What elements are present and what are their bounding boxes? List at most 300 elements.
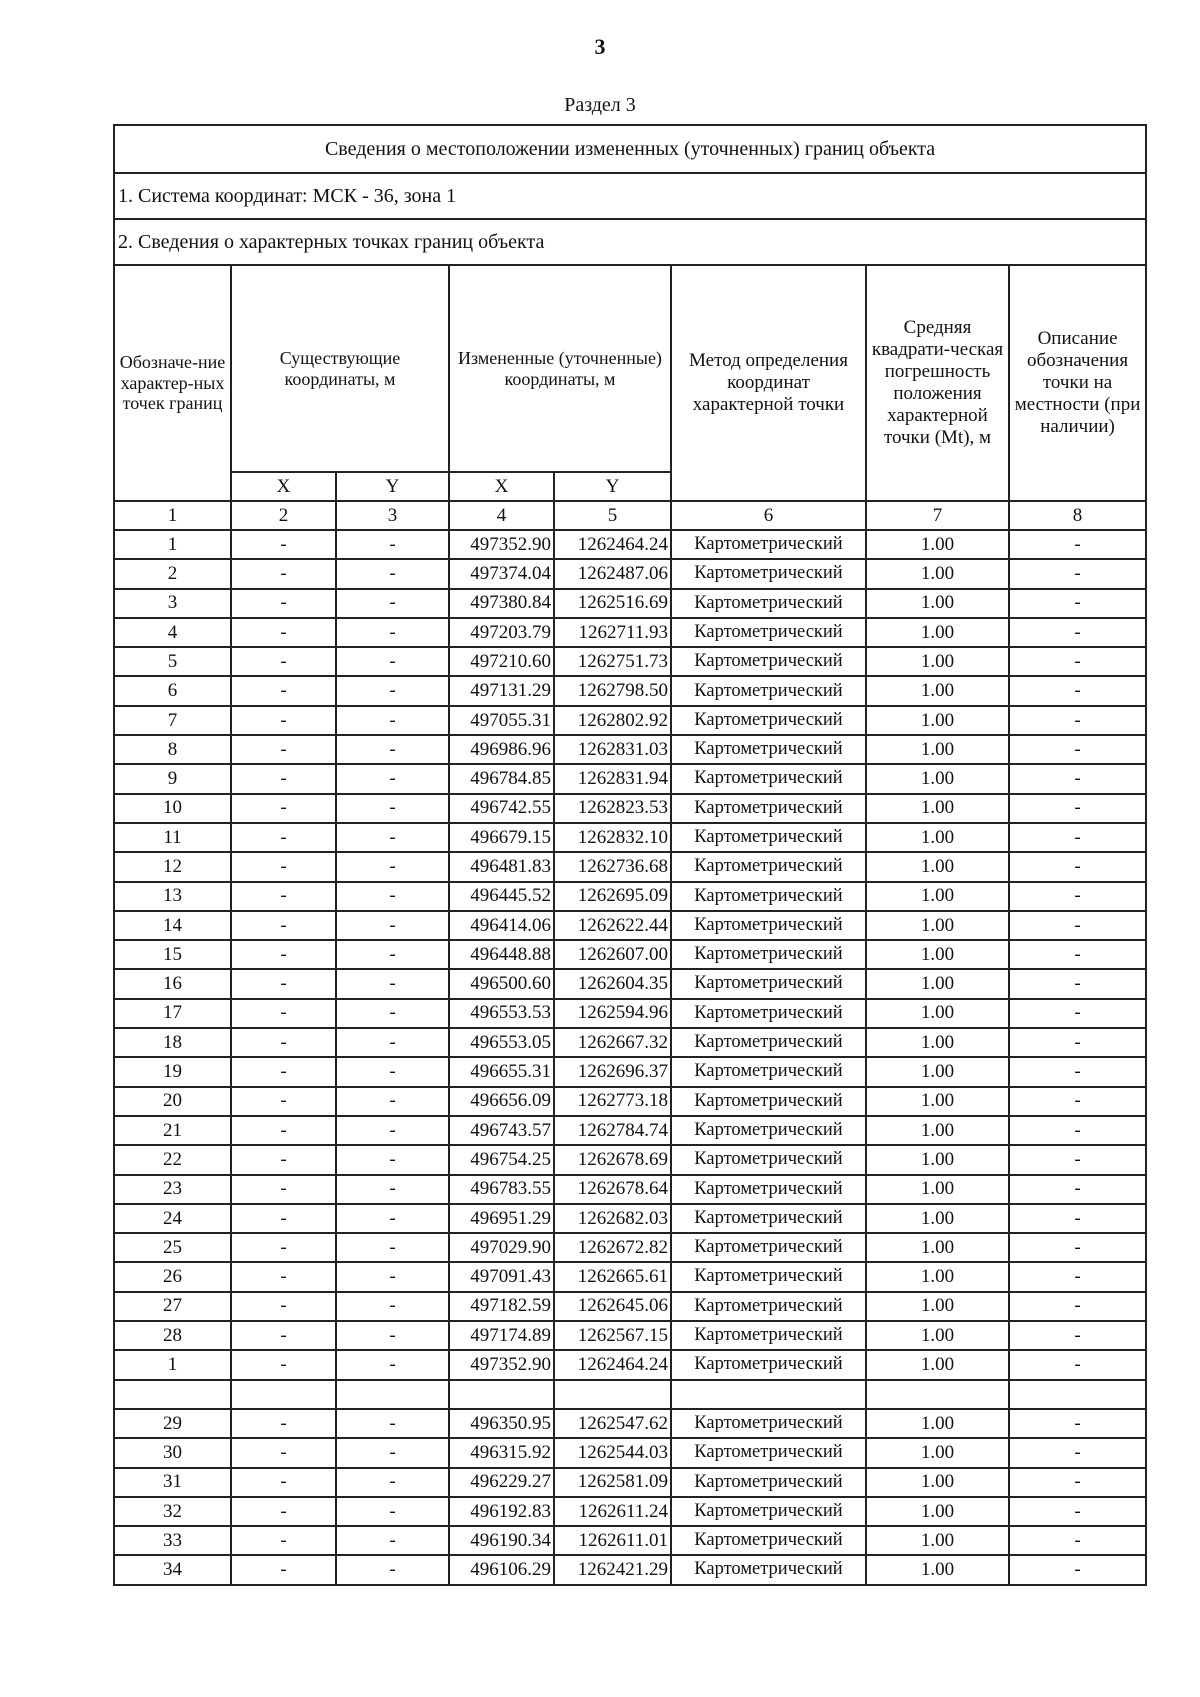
existing-x-cell: - [231, 1087, 336, 1116]
method-cell: Картометрический [671, 1409, 866, 1438]
existing-y-cell: - [336, 1175, 449, 1204]
method-cell: Картометрический [671, 969, 866, 998]
existing-x-cell: - [231, 1438, 336, 1467]
changed-y-cell: 1262547.62 [554, 1409, 671, 1438]
existing-y-cell [336, 1380, 449, 1409]
changed-y-cell: 1262611.24 [554, 1497, 671, 1526]
point-number-cell: 19 [114, 1057, 231, 1086]
table-row [114, 530, 1146, 559]
existing-x-cell: - [231, 764, 336, 793]
method-cell: Картометрический [671, 823, 866, 852]
existing-y-cell: - [336, 1350, 449, 1379]
existing-x-cell: - [231, 1145, 336, 1174]
existing-y-cell: - [336, 1292, 449, 1321]
description-cell: - [1009, 1497, 1146, 1526]
changed-x-cell: 497131.29 [449, 676, 554, 705]
changed-x-cell: 497174.89 [449, 1321, 554, 1350]
changed-y-cell: 1262678.64 [554, 1175, 671, 1204]
existing-y-cell: - [336, 794, 449, 823]
column-number: 6 [671, 501, 866, 530]
column-number: 8 [1009, 501, 1146, 530]
description-cell: - [1009, 1233, 1146, 1262]
table-row [114, 1233, 1146, 1262]
changed-x-cell: 497055.31 [449, 706, 554, 735]
description-cell: - [1009, 794, 1146, 823]
changed-x-cell: 496742.55 [449, 794, 554, 823]
changed-y-cell: 1262696.37 [554, 1057, 671, 1086]
changed-y-cell: 1262665.61 [554, 1262, 671, 1291]
changed-x-cell: 496783.55 [449, 1175, 554, 1204]
description-cell: - [1009, 1350, 1146, 1379]
existing-y-cell: - [336, 1028, 449, 1057]
changed-y-cell: 1262678.69 [554, 1145, 671, 1174]
changed-x-cell: 496743.57 [449, 1116, 554, 1145]
table-row [114, 911, 1146, 940]
existing-x-cell: - [231, 618, 336, 647]
method-cell: Картометрический [671, 1438, 866, 1467]
existing-y-cell: - [336, 618, 449, 647]
method-cell: Картометрический [671, 647, 866, 676]
existing-y-cell: - [336, 1116, 449, 1145]
method-cell: Картометрический [671, 1204, 866, 1233]
existing-x-cell [231, 1380, 336, 1409]
point-number-cell: 21 [114, 1116, 231, 1145]
point-number-cell: 29 [114, 1409, 231, 1438]
changed-y-cell: 1262773.18 [554, 1087, 671, 1116]
mean-error-cell: 1.00 [866, 676, 1009, 705]
changed-x-cell: 496448.88 [449, 940, 554, 969]
changed-y-cell: 1262802.92 [554, 706, 671, 735]
mean-error-cell: 1.00 [866, 1555, 1009, 1584]
mean-error-cell: 1.00 [866, 1028, 1009, 1057]
changed-x-cell: 497210.60 [449, 647, 554, 676]
existing-y-cell: - [336, 852, 449, 881]
changed-x-cell: 496229.27 [449, 1468, 554, 1497]
changed-y-cell: 1262487.06 [554, 559, 671, 588]
existing-y-cell: - [336, 1409, 449, 1438]
method-cell: Картометрический [671, 676, 866, 705]
existing-y-cell: - [336, 940, 449, 969]
changed-x-cell [449, 1380, 554, 1409]
description-cell: - [1009, 1028, 1146, 1057]
method-cell: Картометрический [671, 1145, 866, 1174]
existing-x-cell: - [231, 911, 336, 940]
existing-x-cell: - [231, 1409, 336, 1438]
column-number: 5 [554, 501, 671, 530]
existing-y-cell: - [336, 1204, 449, 1233]
header-point-designation: Обозначе-ние характер-ных точек границ [114, 265, 231, 501]
method-cell: Картометрический [671, 1116, 866, 1145]
table-row [114, 618, 1146, 647]
spacer-row [114, 1380, 1146, 1409]
mean-error-cell: 1.00 [866, 647, 1009, 676]
table-row [114, 735, 1146, 764]
table-row [114, 764, 1146, 793]
existing-y-cell: - [336, 1497, 449, 1526]
changed-x-cell: 496553.53 [449, 999, 554, 1028]
mean-error-cell: 1.00 [866, 1409, 1009, 1438]
table-row [114, 1350, 1146, 1379]
mean-error-cell: 1.00 [866, 911, 1009, 940]
method-cell: Картометрический [671, 999, 866, 1028]
existing-y-cell: - [336, 559, 449, 588]
point-number-cell: 30 [114, 1438, 231, 1467]
method-cell: Картометрический [671, 530, 866, 559]
header-existing-y: Y [336, 472, 449, 501]
header-changed-y: Y [554, 472, 671, 501]
mean-error-cell: 1.00 [866, 1497, 1009, 1526]
existing-x-cell: - [231, 559, 336, 588]
changed-x-cell: 496500.60 [449, 969, 554, 998]
method-cell: Картометрический [671, 1087, 866, 1116]
mean-error-cell: 1.00 [866, 618, 1009, 647]
changed-y-cell: 1262695.09 [554, 882, 671, 911]
existing-y-cell: - [336, 764, 449, 793]
table-row [114, 823, 1146, 852]
description-cell: - [1009, 911, 1146, 940]
existing-x-cell: - [231, 1028, 336, 1057]
mean-error-cell [866, 1380, 1009, 1409]
existing-y-cell: - [336, 823, 449, 852]
existing-x-cell: - [231, 647, 336, 676]
method-cell: Картометрический [671, 1233, 866, 1262]
changed-y-cell: 1262831.03 [554, 735, 671, 764]
description-cell: - [1009, 1555, 1146, 1584]
point-number-cell: 6 [114, 676, 231, 705]
point-number-cell: 28 [114, 1321, 231, 1350]
mean-error-cell: 1.00 [866, 823, 1009, 852]
description-cell: - [1009, 589, 1146, 618]
existing-y-cell: - [336, 1145, 449, 1174]
existing-y-cell: - [336, 530, 449, 559]
column-number: 3 [336, 501, 449, 530]
table-row [114, 1087, 1146, 1116]
column-number: 2 [231, 501, 336, 530]
mean-error-cell: 1.00 [866, 1204, 1009, 1233]
mean-error-cell: 1.00 [866, 940, 1009, 969]
changed-x-cell: 496986.96 [449, 735, 554, 764]
changed-y-cell: 1262831.94 [554, 764, 671, 793]
point-number-cell: 4 [114, 618, 231, 647]
existing-y-cell: - [336, 1233, 449, 1262]
table-row [114, 1028, 1146, 1057]
point-number-cell: 16 [114, 969, 231, 998]
changed-y-cell: 1262421.29 [554, 1555, 671, 1584]
point-number-cell: 10 [114, 794, 231, 823]
point-number-cell: 23 [114, 1175, 231, 1204]
description-cell: - [1009, 1204, 1146, 1233]
table-row [114, 1555, 1146, 1584]
mean-error-cell: 1.00 [866, 1321, 1009, 1350]
method-cell: Картометрический [671, 1526, 866, 1555]
header-existing-coords: Существующие координаты, м [231, 265, 449, 472]
table-row [114, 1116, 1146, 1145]
section-label: Раздел 3 [564, 94, 636, 116]
changed-y-cell: 1262622.44 [554, 911, 671, 940]
changed-x-cell: 497352.90 [449, 1350, 554, 1379]
table-row [114, 647, 1146, 676]
table-row [114, 1292, 1146, 1321]
description-cell: - [1009, 1438, 1146, 1467]
existing-y-cell: - [336, 735, 449, 764]
existing-y-cell: - [336, 882, 449, 911]
table-row [114, 1204, 1146, 1233]
existing-y-cell: - [336, 969, 449, 998]
table-row [114, 1175, 1146, 1204]
description-cell: - [1009, 1087, 1146, 1116]
mean-error-cell: 1.00 [866, 1526, 1009, 1555]
method-cell: Картометрический [671, 559, 866, 588]
description-cell: - [1009, 969, 1146, 998]
method-cell: Картометрический [671, 1468, 866, 1497]
mean-error-cell: 1.00 [866, 1438, 1009, 1467]
changed-x-cell: 496655.31 [449, 1057, 554, 1086]
table-row [114, 1468, 1146, 1497]
mean-error-cell: 1.00 [866, 1116, 1009, 1145]
existing-y-cell: - [336, 647, 449, 676]
point-number-cell: 9 [114, 764, 231, 793]
table-row [114, 794, 1146, 823]
column-number: 1 [114, 501, 231, 530]
existing-x-cell: - [231, 589, 336, 618]
changed-x-cell: 496951.29 [449, 1204, 554, 1233]
point-number-cell: 31 [114, 1468, 231, 1497]
point-number-cell: 14 [114, 911, 231, 940]
header-existing-x: X [231, 472, 336, 501]
mean-error-cell: 1.00 [866, 852, 1009, 881]
existing-x-cell: - [231, 999, 336, 1028]
changed-x-cell: 497380.84 [449, 589, 554, 618]
existing-y-cell: - [336, 911, 449, 940]
existing-y-cell: - [336, 1087, 449, 1116]
description-cell: - [1009, 1409, 1146, 1438]
method-cell: Картометрический [671, 618, 866, 647]
table-row [114, 852, 1146, 881]
description-cell: - [1009, 764, 1146, 793]
existing-y-cell: - [336, 1262, 449, 1291]
changed-y-cell: 1262581.09 [554, 1468, 671, 1497]
changed-x-cell: 496754.25 [449, 1145, 554, 1174]
changed-y-cell: 1262682.03 [554, 1204, 671, 1233]
mean-error-cell: 1.00 [866, 764, 1009, 793]
existing-y-cell: - [336, 589, 449, 618]
table-row [114, 940, 1146, 969]
changed-y-cell: 1262567.15 [554, 1321, 671, 1350]
changed-x-cell: 496414.06 [449, 911, 554, 940]
changed-y-cell: 1262607.00 [554, 940, 671, 969]
existing-x-cell: - [231, 530, 336, 559]
changed-x-cell: 497203.79 [449, 618, 554, 647]
description-cell: - [1009, 852, 1146, 881]
method-cell: Картометрический [671, 764, 866, 793]
existing-x-cell: - [231, 1350, 336, 1379]
changed-y-cell: 1262611.01 [554, 1526, 671, 1555]
changed-x-cell: 497091.43 [449, 1262, 554, 1291]
description-cell: - [1009, 1292, 1146, 1321]
description-cell: - [1009, 1116, 1146, 1145]
changed-x-cell: 497374.04 [449, 559, 554, 588]
changed-y-cell: 1262736.68 [554, 852, 671, 881]
changed-x-cell: 496106.29 [449, 1555, 554, 1584]
mean-error-cell: 1.00 [866, 794, 1009, 823]
mean-error-cell: 1.00 [866, 969, 1009, 998]
existing-y-cell: - [336, 706, 449, 735]
header-method: Метод определения координат характерной точки [671, 265, 866, 501]
existing-x-cell: - [231, 1526, 336, 1555]
method-cell: Картометрический [671, 1175, 866, 1204]
existing-x-cell: - [231, 1468, 336, 1497]
mean-error-cell: 1.00 [866, 1292, 1009, 1321]
changed-y-cell: 1262516.69 [554, 589, 671, 618]
method-cell: Картометрический [671, 706, 866, 735]
table-row [114, 1262, 1146, 1291]
description-cell: - [1009, 618, 1146, 647]
existing-x-cell: - [231, 1116, 336, 1145]
changed-x-cell: 497029.90 [449, 1233, 554, 1262]
existing-y-cell: - [336, 1468, 449, 1497]
mean-error-cell: 1.00 [866, 1087, 1009, 1116]
mean-error-cell: 1.00 [866, 735, 1009, 764]
table-row [114, 706, 1146, 735]
method-cell: Картометрический [671, 1028, 866, 1057]
existing-y-cell: - [336, 1526, 449, 1555]
existing-x-cell: - [231, 1555, 336, 1584]
changed-y-cell: 1262784.74 [554, 1116, 671, 1145]
existing-y-cell: - [336, 999, 449, 1028]
header-description: Описание обозначения точки на местности (при наличии) [1009, 265, 1146, 501]
description-cell: - [1009, 559, 1146, 588]
existing-y-cell: - [336, 1057, 449, 1086]
changed-x-cell: 496553.05 [449, 1028, 554, 1057]
description-cell: - [1009, 1321, 1146, 1350]
mean-error-cell: 1.00 [866, 1468, 1009, 1497]
changed-y-cell: 1262604.35 [554, 969, 671, 998]
description-cell: - [1009, 1526, 1146, 1555]
description-cell: - [1009, 530, 1146, 559]
header-mean-error: Средняя квадрати-ческая погрешность положения характерной точки (Mt), м [866, 265, 1009, 501]
existing-y-cell: - [336, 1321, 449, 1350]
description-cell: - [1009, 647, 1146, 676]
existing-x-cell: - [231, 940, 336, 969]
existing-x-cell: - [231, 1175, 336, 1204]
changed-y-cell: 1262464.24 [554, 1350, 671, 1379]
point-number-cell: 17 [114, 999, 231, 1028]
table-row [114, 589, 1146, 618]
mean-error-cell: 1.00 [866, 530, 1009, 559]
coord-system-row: 1. Система координат: МСК - 36, зона 1 [114, 173, 1146, 219]
existing-x-cell: - [231, 882, 336, 911]
existing-x-cell: - [231, 852, 336, 881]
point-number-cell: 20 [114, 1087, 231, 1116]
method-cell: Картометрический [671, 1497, 866, 1526]
changed-x-cell: 497352.90 [449, 530, 554, 559]
method-cell: Картометрический [671, 852, 866, 881]
point-number-cell: 33 [114, 1526, 231, 1555]
table-row [114, 1438, 1146, 1467]
changed-x-cell: 496784.85 [449, 764, 554, 793]
header-changed-x: X [449, 472, 554, 501]
changed-y-cell: 1262711.93 [554, 618, 671, 647]
method-cell: Картометрический [671, 1555, 866, 1584]
changed-y-cell: 1262645.06 [554, 1292, 671, 1321]
changed-y-cell: 1262832.10 [554, 823, 671, 852]
method-cell: Картометрический [671, 1057, 866, 1086]
changed-y-cell [554, 1380, 671, 1409]
description-cell: - [1009, 882, 1146, 911]
changed-y-cell: 1262667.32 [554, 1028, 671, 1057]
existing-x-cell: - [231, 1057, 336, 1086]
description-cell: - [1009, 1057, 1146, 1086]
point-number-cell: 1 [114, 530, 231, 559]
table-row [114, 1526, 1146, 1555]
point-number-cell: 5 [114, 647, 231, 676]
coordinates-table [113, 124, 1147, 1586]
changed-x-cell: 496445.52 [449, 882, 554, 911]
existing-y-cell: - [336, 676, 449, 705]
point-number-cell: 7 [114, 706, 231, 735]
changed-x-cell: 496656.09 [449, 1087, 554, 1116]
description-cell: - [1009, 676, 1146, 705]
existing-y-cell: - [336, 1438, 449, 1467]
point-number-cell: 3 [114, 589, 231, 618]
point-number-cell: 18 [114, 1028, 231, 1057]
point-number-cell [114, 1380, 231, 1409]
mean-error-cell: 1.00 [866, 589, 1009, 618]
mean-error-cell: 1.00 [866, 1233, 1009, 1262]
point-number-cell: 15 [114, 940, 231, 969]
table-row [114, 969, 1146, 998]
table-row [114, 1409, 1146, 1438]
table-row [114, 1145, 1146, 1174]
mean-error-cell: 1.00 [866, 706, 1009, 735]
point-number-cell: 27 [114, 1292, 231, 1321]
point-number-cell: 24 [114, 1204, 231, 1233]
column-number: 7 [866, 501, 1009, 530]
existing-x-cell: - [231, 706, 336, 735]
point-number-cell: 8 [114, 735, 231, 764]
table-row [114, 676, 1146, 705]
description-cell: - [1009, 999, 1146, 1028]
changed-y-cell: 1262751.73 [554, 647, 671, 676]
existing-x-cell: - [231, 969, 336, 998]
description-cell: - [1009, 1145, 1146, 1174]
description-cell: - [1009, 1468, 1146, 1497]
existing-x-cell: - [231, 1497, 336, 1526]
mean-error-cell: 1.00 [866, 1057, 1009, 1086]
mean-error-cell: 1.00 [866, 1350, 1009, 1379]
existing-x-cell: - [231, 1233, 336, 1262]
table-row [114, 999, 1146, 1028]
header-changed-coords: Измененные (уточненные) координаты, м [449, 265, 671, 472]
table-row [114, 1321, 1146, 1350]
table-row [114, 1497, 1146, 1526]
method-cell: Картометрический [671, 1350, 866, 1379]
description-cell: - [1009, 735, 1146, 764]
existing-x-cell: - [231, 1204, 336, 1233]
table-row [114, 882, 1146, 911]
existing-x-cell: - [231, 1321, 336, 1350]
mean-error-cell: 1.00 [866, 1262, 1009, 1291]
changed-x-cell: 496679.15 [449, 823, 554, 852]
point-number-cell: 22 [114, 1145, 231, 1174]
table-title: Сведения о местоположении измененных (уточненных) границ объекта [114, 125, 1146, 173]
point-number-cell: 11 [114, 823, 231, 852]
changed-y-cell: 1262823.53 [554, 794, 671, 823]
method-cell: Картометрический [671, 1292, 866, 1321]
method-cell: Картометрический [671, 589, 866, 618]
method-cell: Картометрический [671, 794, 866, 823]
mean-error-cell: 1.00 [866, 882, 1009, 911]
